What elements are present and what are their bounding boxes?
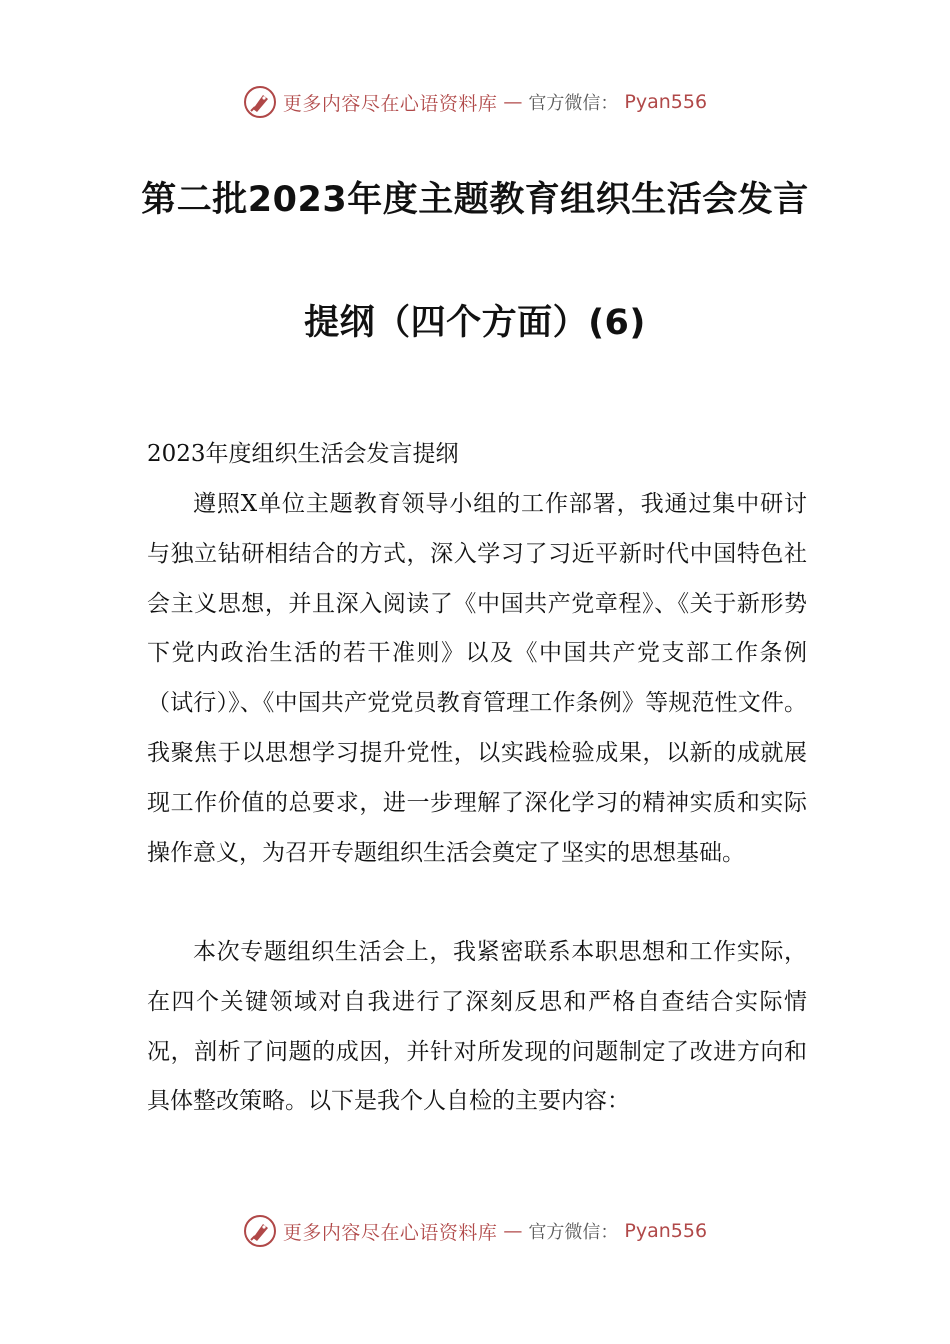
pen-nib-logo-icon xyxy=(243,85,277,119)
document-title-line-2: 提纲（四个方面）(6) xyxy=(304,303,646,343)
body-paragraph-2: 本次专题组织生活会上，我紧密联系本职思想和工作实际，在四个关键领域对自我进行了深刻反思和严格自查结合实际情况，剖析了问题的成因，并针对所发现的问题制定了改进方向和具体整改策略。以下是我个人自检的主要内容： xyxy=(147,939,807,1115)
document-title-line-1: 第二批2023年度主题教育组织生活会发言 xyxy=(141,180,809,220)
body-paragraph-1: 遵照X单位主题教育领导小组的工作部署，我通过集中研讨与独立钻研相结合的方式，深入学习了习近平新时代中国特色社会主义思想，并且深入阅读了《中国共产党章程》、《关于新形势下党内政治生活的若干准则》以及《中国共产党支部工作条例（试行）》、《中国共产党党员教育管理工作条例》等规范性文件。我聚焦于以思想学习提升党性，以实践检验成果，以新的成就展现工作价值的总要求，进一步理解了深化学习的精神实质和实际操作意义，为召开专题组织生活会奠定了坚实的思想基础。 xyxy=(147,491,807,866)
document-subheading: 2023年度组织生活会发言提纲 xyxy=(147,441,459,467)
banner-wechat-id: Pyan556 xyxy=(624,91,708,113)
banner-dash: — xyxy=(503,91,523,113)
banner-site-text: 更多内容尽在心语资料库 xyxy=(282,92,498,115)
banner-site-text: 更多内容尽在心语资料库 xyxy=(282,1221,498,1244)
banner-dash: — xyxy=(503,1220,523,1242)
footer-watermark-banner xyxy=(0,1211,950,1251)
header-watermark-banner xyxy=(0,82,950,122)
banner-wechat-label: 官方微信： xyxy=(528,1222,619,1243)
banner-wechat-id: Pyan556 xyxy=(624,1220,708,1242)
pen-nib-logo-icon xyxy=(243,1214,277,1248)
banner-wechat-label: 官方微信： xyxy=(528,93,619,114)
